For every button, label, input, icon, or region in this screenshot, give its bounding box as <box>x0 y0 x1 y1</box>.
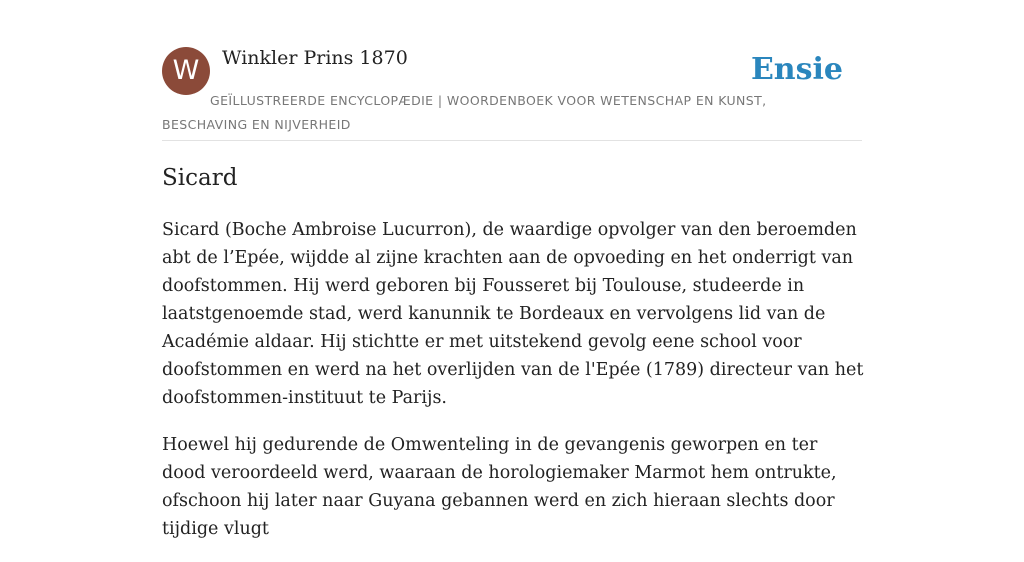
source-title-link[interactable]: Winkler Prins 1870 <box>222 47 408 69</box>
article-body <box>162 216 864 562</box>
article-title: Sicard <box>162 165 238 191</box>
article-paragraph: Hoewel hij gedurende de Omwenteling in de gevangenis geworpen en ter dood veroordeeld werd, waaraan de horologiemaker Marmot hem ontrukte, ofschoon hij later naar Guyana gebannen werd en zich hieraan slechts door tijdige vlugt <box>162 435 837 539</box>
source-avatar[interactable]: W <box>162 47 210 95</box>
source-header <box>162 46 862 141</box>
article-paragraph: Sicard (Boche Ambroise Lucurron), de waardige opvolger van den beroemden abt de l’Epée, wijdde al zijne krachten aan de opvoeding en het onderrigt van doofstommen. Hij werd geboren bij Fousseret bij Toulouse, studeerde in laatstgenoemde stad, werd kanunnik te Bordeaux en vervolgens lid van de Académie aldaar. Hij stichtte er met uitstekend gevolg eene school voor doofstommen en werd na het overlijden van de l'Epée (1789) directeur van het doofstommen-instituut te Parijs. <box>162 220 864 408</box>
source-subtitle: GEÏLLUSTREERDE ENCYCLOPÆDIE | WOORDENBOEK VOOR WETENSCHAP EN KUNST, BESCHAVING EN NIJVERHEID <box>162 93 767 132</box>
ensie-logo-link[interactable]: Ensie <box>750 52 843 87</box>
